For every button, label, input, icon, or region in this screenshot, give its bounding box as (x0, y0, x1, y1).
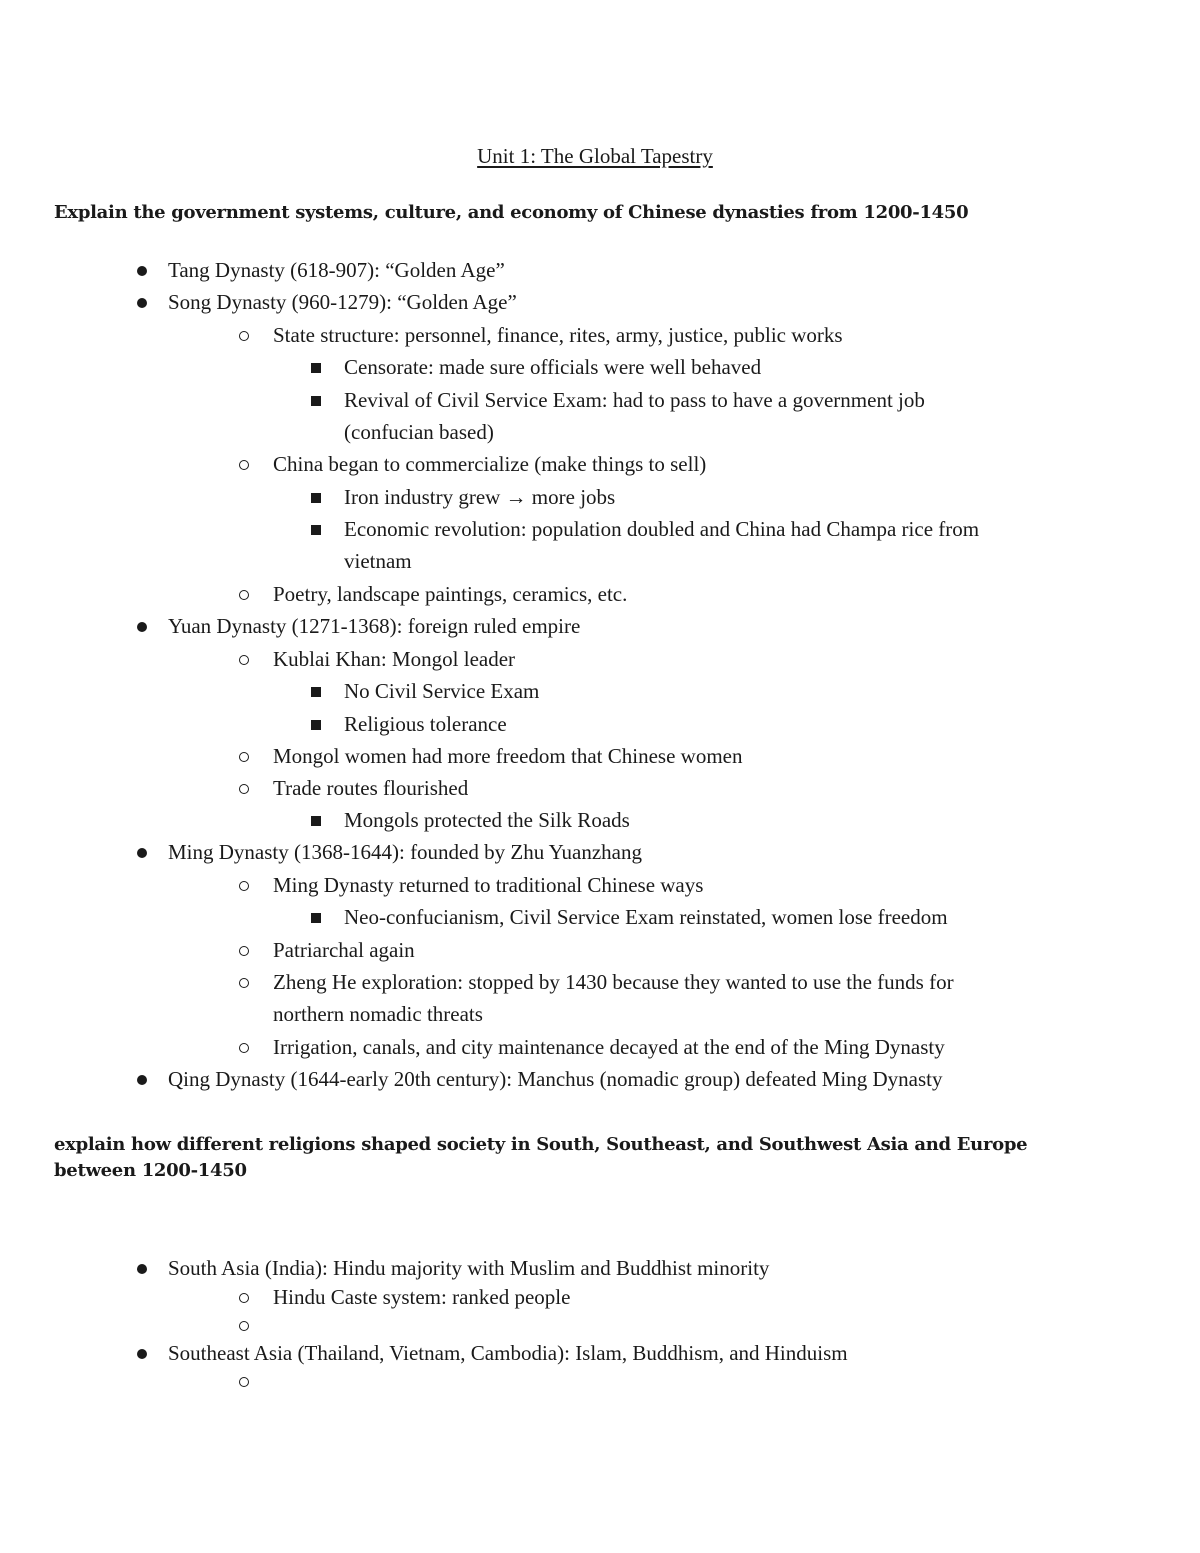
list-item: Patriarchal again (273, 938, 415, 962)
bullet-square (311, 687, 321, 697)
bullet-disc (137, 622, 147, 632)
bullet-circle (239, 881, 249, 891)
section-heading-religions-line1: explain how different religions shaped society in South, Southeast, and Southwest Asia and Europe (54, 1134, 1028, 1155)
section-heading-religions-line2: between 1200-1450 (54, 1160, 247, 1181)
bullet-square (311, 720, 321, 730)
list-item: Iron industry grew → more jobs (344, 485, 616, 509)
bullet-circle (239, 752, 249, 762)
bullet-circle (239, 590, 249, 600)
bullet-disc (137, 298, 147, 308)
list-item: Economic revolution: population doubled and China had Champa rice from (344, 517, 980, 541)
bullet-circle (239, 978, 249, 988)
list-item: Mongols protected the Silk Roads (344, 808, 630, 832)
bullet-circle (239, 1321, 249, 1331)
bullet-disc (137, 848, 147, 858)
list-item: Song Dynasty (960-1279): “Golden Age” (168, 290, 517, 314)
list-item: Ming Dynasty (1368-1644): founded by Zhu Yuanzhang (168, 840, 642, 864)
bullet-circle (239, 460, 249, 470)
bullet-circle (239, 331, 249, 341)
bullet-circle (239, 655, 249, 665)
bullet-circle (239, 1377, 249, 1387)
list-item: Yuan Dynasty (1271-1368): foreign ruled empire (168, 614, 581, 638)
list-item: Kublai Khan: Mongol leader (273, 647, 516, 671)
section-heading-chinese-dynasties: Explain the government systems, culture, and economy of Chinese dynasties from 1200-1450 (54, 202, 969, 223)
list-item-continuation: (confucian based) (344, 420, 494, 444)
list-item: Mongol women had more freedom that Chinese women (273, 744, 743, 768)
page-title: Unit 1: The Global Tapestry (477, 144, 713, 168)
bullet-square (311, 493, 321, 503)
bullet-square (311, 396, 321, 406)
list-item: Ming Dynasty returned to traditional Chinese ways (273, 873, 704, 897)
list-item: Censorate: made sure officials were well behaved (344, 355, 762, 379)
list-item: Southeast Asia (Thailand, Vietnam, Cambodia): Islam, Buddhism, and Hinduism (168, 1341, 848, 1365)
bullet-square (311, 363, 321, 373)
list-item: Tang Dynasty (618-907): “Golden Age” (168, 258, 505, 282)
list-item: No Civil Service Exam (344, 679, 540, 703)
bullet-circle (239, 946, 249, 956)
bullet-disc (137, 266, 147, 276)
list-item: Qing Dynasty (1644-early 20th century): Manchus (nomadic group) defeated Ming Dynasty (168, 1067, 943, 1091)
list-item: State structure: personnel, finance, rites, army, justice, public works (273, 323, 843, 347)
list-item: China began to commercialize (make things to sell) (273, 452, 707, 476)
list-item: South Asia (India): Hindu majority with Muslim and Buddhist minority (168, 1256, 770, 1280)
bullet-square (311, 525, 321, 535)
bullet-circle (239, 1043, 249, 1053)
bullet-circle (239, 784, 249, 794)
list-item: Zheng He exploration: stopped by 1430 because they wanted to use the funds for (273, 970, 954, 994)
list-item-continuation: vietnam (344, 549, 412, 573)
bullet-disc (137, 1075, 147, 1085)
bullet-circle (239, 1293, 249, 1303)
list-item: Religious tolerance (344, 712, 507, 736)
list-item: Hindu Caste system: ranked people (273, 1285, 571, 1309)
list-item: Irrigation, canals, and city maintenance decayed at the end of the Ming Dynasty (273, 1035, 945, 1059)
bullet-disc (137, 1349, 147, 1359)
list-item: Revival of Civil Service Exam: had to pass to have a government job (344, 388, 925, 412)
list-item: Neo-confucianism, Civil Service Exam reinstated, women lose freedom (344, 905, 948, 929)
bullet-square (311, 913, 321, 923)
list-item: Poetry, landscape paintings, ceramics, etc. (273, 582, 628, 606)
bullet-disc (137, 1264, 147, 1274)
list-item-continuation: northern nomadic threats (273, 1002, 483, 1026)
list-item: Trade routes flourished (273, 776, 469, 800)
bullet-square (311, 816, 321, 826)
